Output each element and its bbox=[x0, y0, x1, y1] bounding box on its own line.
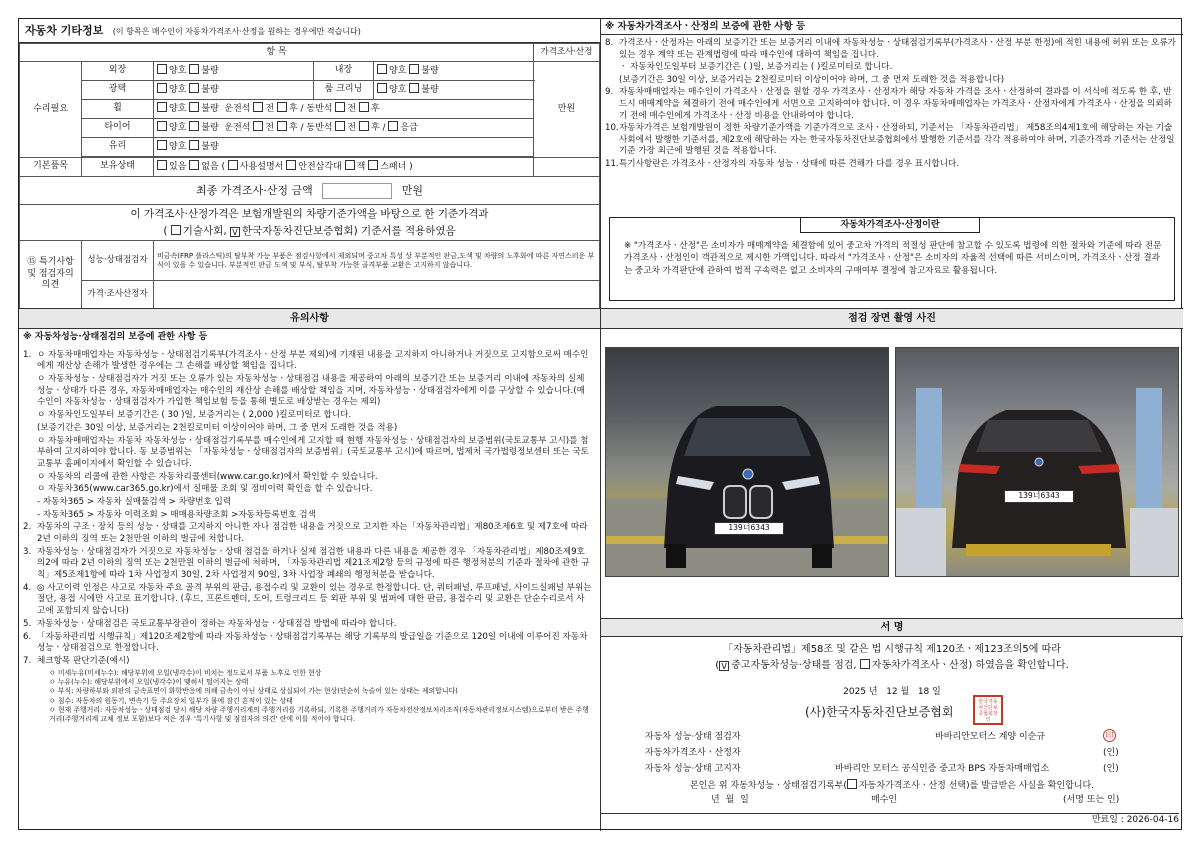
row-tire-label: 타이어 bbox=[82, 119, 154, 138]
list-item-number: 5. bbox=[23, 618, 32, 629]
checkbox-technical[interactable] bbox=[171, 225, 181, 235]
list-item bbox=[37, 423, 592, 435]
list-item bbox=[37, 436, 592, 471]
list-item-text: 자동차의 구조ㆍ장치 등의 성능ㆍ상태를 고지하지 아니한 자나 점검한 내용을 거짓으로 고지한 자는「자동차관리법」제80조제6호 및 제7호에 따라 2년 이하의 징역 또는 2천만원 이하의 벌금에 처합니다. bbox=[37, 522, 588, 544]
notice-subtitle: ※ 자동차성능·상태점검의 보증에 관한 사항 등 bbox=[23, 332, 208, 342]
list-item bbox=[605, 87, 1177, 122]
checkbox[interactable] bbox=[157, 64, 167, 74]
list-item-text: 「자동차관리법 시행규칙」제120조제2항에 따라 자동차성능ㆍ상태점검기록부는 해당 기록부의 발급일을 기준으로 120일 이내에 이루어진 자동차 성능ㆍ상태점검으로 한정합니다. bbox=[37, 631, 588, 654]
signer-row-inspector: 자동차 성능·상태 점검자 바바리안모터스 계양 이순규 印 bbox=[645, 729, 1165, 745]
signature-title: 서 명 bbox=[601, 619, 1183, 637]
buyer-sign-field[interactable]: (서명 또는 인) bbox=[1063, 795, 1120, 805]
checkbox-price[interactable] bbox=[860, 659, 870, 669]
list-item bbox=[37, 484, 592, 496]
list-item-text: ㅇ 자동차인도일부터 보증기간은 ( 30 )일, 보증거리는 ( 2,000 )킬로미터로 합니다. bbox=[37, 410, 352, 421]
checkbox[interactable] bbox=[228, 160, 238, 170]
misc-table bbox=[19, 43, 600, 309]
owned-options[interactable]: 있음 없음 ( 사용설명서 안전삼각대 잭 스패너 ) bbox=[154, 158, 534, 177]
inspector-label: 성능·상태점검자 bbox=[82, 241, 154, 281]
checkbox[interactable] bbox=[377, 83, 387, 93]
criteria-item: ㅇ 부식: 차량하부와 외판의 금속표면이 화학반응에 의해 금속이 아닌 상태로 상실되어 가는 현상(단순히 녹슬어 있는 상태는 제외합니다) bbox=[49, 687, 458, 696]
price-unit-cell: 만원 bbox=[534, 62, 600, 158]
list-item-number: 3. bbox=[23, 546, 32, 557]
list-item-text: 자동차가격은 보험개발원이 정한 차량기준가액을 기준가격으로 조사ㆍ산정하되, 기준서는 「자동차관리법」 제58조의4제1호에 해당하는 자는 기술사회에서 발행한 기준서를, 제2호에 해당하는 자는 한국자동차진단보증협회에서 발행한 기준서를 각각 적용하여야 하며, 기준가격과 기준서는 산정일 기준 가장 최근에 발행된 것을 적용합니다. bbox=[619, 123, 1175, 157]
list-item-number: 10. bbox=[605, 123, 619, 134]
row-polish-label: 광택 bbox=[82, 81, 154, 100]
list-item bbox=[23, 582, 592, 618]
price-guarantee-section bbox=[601, 19, 1183, 309]
list-item-text: ㆍ 자동차인도일부터 보증기간은 ( )일, 보증거리는 ( )킬로미터로 합니다. bbox=[619, 62, 893, 73]
list-item bbox=[37, 374, 592, 409]
polish-options[interactable]: 양호 불량 bbox=[154, 81, 314, 100]
list-item-text: ㅇ 자동차매매업자는 자동차 자동차성능ㆍ상태점검기록부를 매수인에게 고지할 때 현행 자동차성능ㆍ상태점검자의 보증범위(국토교통부 고시)를 첨부하여 고지하여야 합니다. 동 보증범위는 「자동차성능ㆍ상태점검자의 보증범위」(국토교통부 고시)에 따르며, 법제처 국가법령정보센터 또는 국토교통부 홈페이지에서 확인할 수 있습니다. bbox=[37, 435, 589, 469]
list-item-number: 4. bbox=[23, 582, 32, 593]
photos-section bbox=[601, 309, 1183, 619]
row-interior-label: 내장 bbox=[314, 62, 374, 81]
list-item-number: 2. bbox=[23, 522, 32, 533]
misc-info-section bbox=[19, 19, 601, 309]
price-definition-title: 자동차가격조사·산정이란 bbox=[800, 217, 980, 233]
list-item-text: ㅇ 자동차의 리콜에 관한 사항은 자동차리콜센터(www.car.go.kr)에서 확인할 수 있습니다. bbox=[37, 471, 378, 482]
list-item-number: 11. bbox=[605, 158, 619, 169]
list-item-text: ㅇ 자동차365(www.car365.go.kr)에서 실매물 조회 및 정비이력 확인을 할 수 있습니다. bbox=[37, 484, 373, 495]
front-photo bbox=[605, 347, 889, 577]
list-item bbox=[605, 38, 1177, 61]
list-item-text: ㅇ 자동차매매업자는 자동차성능ㆍ상태점검기록부(가격조사ㆍ산정 부분 제외)에 기재된 내용을 고지하지 아니하거나 거짓으로 고지함으로써 매수인에게 재산상 손해가 발생한 경우에는 그 손해를 배상할 책임을 집니다. bbox=[37, 349, 589, 372]
signer-row-notifier: 자동차 성능·상태 고지자 바바리안 모터스 공식인증 중고차 BPS 자동차매매업소 (인) bbox=[645, 764, 1119, 774]
checkbox[interactable] bbox=[359, 121, 369, 131]
checkbox-receipt-price[interactable] bbox=[847, 779, 857, 789]
checkbox[interactable] bbox=[157, 83, 167, 93]
list-item-text: 자동차성능ㆍ상태점검자가 거짓으로 자동차성능ㆍ상태 점검을 하거나 실제 점검한 내용과 다른 내용을 제공한 경우 「자동차관리법」제80조제9호의2에 따라 2년 이하의 징역 또는 2천만원 이하의 벌금에 처하며, 「자동차관리법 제21조제2항 등의 규정에 따른 행정처분의 기준과 절차에 관한 규칙」제5조제1항에 따라 1차 사업정지 30일, 2차 사업정지 90일, 3차 사업장 폐쇄의 행정처분을 받습니다. bbox=[37, 546, 590, 581]
checkbox[interactable] bbox=[286, 160, 296, 170]
checkbox[interactable] bbox=[189, 121, 199, 131]
criteria-list bbox=[19, 669, 600, 725]
checkbox[interactable] bbox=[388, 121, 398, 131]
price-definition-text: ※ "가격조사ㆍ산정"은 소비자가 매매계약을 체결함에 있어 중고차 가격의 적절성 판단에 참고할 수 있도록 법령에 의한 절차와 기준에 따라 전문 가격조사ㆍ산정인이 객관적으로 제시한 가액입니다. 따라서 "가격조사ㆍ산정"은 소비자의 자율적 선택에 따른 서비스이며, 가격조사ㆍ산정 결과는 중고차 가격판단에 관하여 법적 구속력은 없고 소비자의 구매여부 결정에 참고자료로 활용됩니다. bbox=[624, 241, 1162, 276]
receipt-line: 본인은 위 자동차성능ㆍ상태점검기록부( 자동차가격조사ㆍ산정 선택)를 발급받은 사실을 확인합니다. bbox=[689, 781, 1095, 791]
tire-options[interactable]: 양호 불량 운전석 전 후 / 동반석 전 후 / 응급 bbox=[154, 119, 534, 138]
expiry-date: 만료일 : 2026-04-16 bbox=[601, 813, 1179, 827]
checkbox[interactable] bbox=[157, 160, 167, 170]
notice-section bbox=[19, 309, 601, 831]
final-price-row: 최종 가격조사·산정 금액 만원 bbox=[20, 177, 600, 205]
checkbox[interactable] bbox=[157, 102, 167, 112]
criteria-item: ㅇ 미세누유(미세누수): 해당부위에 오일(냉각수)이 비치는 정도로서 부품 노후로 인한 현상 bbox=[49, 668, 322, 677]
special-notes-label: ⑮ 특기사항 및 점검자의 의견 bbox=[20, 241, 82, 309]
list-item-text: ㅇ 자동차성능ㆍ상태점검자가 거짓 또는 오류가 있는 자동차성능ㆍ상태점검 내용을 제공하여 아래의 보증기간 또는 보증거리 이내에 자동차의 실제 성능ㆍ상태가 다른 경우, 자동차매매업자는 매수인의 재산상 손해를 배상할 책임을 지며, 자동차성능ㆍ상태점검자에게 이를 구상할 수 있습니다.(매수인이 자동차성능ㆍ상태점검자가 가입한 책임보험 등을 통해 별도로 배상받는 경우는 제외) bbox=[37, 374, 585, 408]
misc-title: 자동차 기타정보 bbox=[25, 24, 104, 37]
row-exterior-label: 외장 bbox=[82, 62, 154, 81]
col-item-header: 항 목 bbox=[20, 44, 534, 62]
signature-section bbox=[601, 619, 1183, 831]
list-item-number: 9. bbox=[605, 87, 614, 98]
list-item-number: 6. bbox=[23, 631, 32, 642]
inspector-stamp-icon: 印 bbox=[1103, 729, 1116, 742]
list-item-text: 특기사항란은 가격조사ㆍ산정자의 자동차 성능ㆍ상태에 따른 견해가 다를 경우 표시합니다. bbox=[619, 158, 960, 169]
signer-row-price: 자동차가격조사ㆍ산정자 (인) bbox=[645, 748, 1119, 758]
list-item-number: 8. bbox=[605, 38, 614, 48]
rear-license-plate: 139너6343 bbox=[1004, 490, 1074, 503]
checkbox[interactable] bbox=[409, 64, 419, 74]
misc-info-header bbox=[19, 19, 600, 43]
checkbox[interactable] bbox=[189, 64, 199, 74]
checkbox[interactable] bbox=[335, 121, 345, 131]
photos-title: 점검 장면 촬영 사진 bbox=[601, 309, 1183, 329]
row-glass-label: 유리 bbox=[82, 138, 154, 157]
final-price-input[interactable] bbox=[322, 183, 392, 199]
list-item-text: ◎ 사고이력 인정은 사고로 자동차 주요 골격 부위의 판금, 용접수리 및 교환이 있는 경우로 한정합니다. 단, 쿼터패널, 루프패널, 사이드실패널 부위는 절단, 용접 시에만 사고로 표기합니다. (후드, 프론트펜더, 도어, 트렁크리드 등 외판 부위 및 범퍼에 대한 판금, 용접수리 및 교환은 단순수리로서 사고에 포함되지 않습니다) bbox=[37, 582, 592, 617]
checkbox[interactable] bbox=[157, 121, 167, 131]
front-car-image bbox=[606, 348, 889, 577]
signature-law-line: 「자동차관리법」제58조 및 같은 법 시행규칙 제120조ㆍ제123조의5에 따라 bbox=[723, 644, 1061, 655]
row-wheel-label: 휠 bbox=[82, 100, 154, 119]
list-item bbox=[23, 546, 592, 582]
association-name: (사)한국자동차진단보증협회 bbox=[805, 705, 954, 719]
inspector-opinion: 비금속(FRP 플라스틱)의 탈부착 가능 부품은 점검사항에서 제외되며 중고차 특성 상 부분적인 판금,도색 및 차량의 노후화에 따른 자연스러운 부식이 있을 수 있습니다. 부분적인 판금 도색 및 부식, 탈부착 가능한 골격부품 교환은 고지하지 않습니다. bbox=[154, 241, 600, 281]
list-item-text: 자동차성능ㆍ상태점검은 국토교통부장관이 정하는 자동차성능ㆍ상태점검 방법에 따라야 합니다. bbox=[37, 618, 397, 629]
list-item bbox=[619, 75, 1177, 87]
criteria-item: ㅇ 현재 주행거리: 자동차성능ㆍ상태점검 당시 해당 차량 주행거리계의 주행거리를 기록하되, 기록한 주행거리가 자동차전산정보처리조직(자동차관리정보시스템)으로부터 받은 주행거리(주행거리계 교체 정보 포함)보다 적은 경우 '특기사항 및 점검자의 의견' 란에 이를 적어야 합니다. bbox=[49, 705, 589, 724]
signer-list bbox=[645, 729, 1165, 777]
checkbox[interactable] bbox=[189, 160, 199, 170]
row-room-clean-label: 룸 크리닝 bbox=[314, 81, 374, 100]
list-item-text: (보증기간은 30일 이상, 보증거리는 2천킬로미터 이상이어야 하며, 그 중 먼저 도래한 것을 적용합니다) bbox=[619, 74, 1005, 85]
notice-title: 유의사항 bbox=[19, 309, 600, 329]
exterior-options[interactable]: 양호 불량 bbox=[154, 62, 314, 81]
list-item bbox=[23, 522, 592, 545]
list-item bbox=[605, 158, 1177, 171]
notice-list bbox=[19, 347, 600, 668]
group-basic-label: 기본품목 bbox=[20, 158, 82, 177]
signature-confirm-line: ( V 중고자동차성능·상태를 점검, 자동차가격조사ㆍ산정) 하였음을 확인합니다. bbox=[715, 660, 1069, 671]
checkbox-performance[interactable]: V bbox=[719, 661, 729, 671]
col-price-header: 가격조사·산정 bbox=[534, 44, 600, 62]
price-inspector-opinion[interactable] bbox=[154, 281, 600, 309]
checkbox[interactable] bbox=[253, 121, 263, 131]
list-item bbox=[37, 410, 592, 422]
rear-car-image bbox=[896, 348, 1179, 577]
list-item bbox=[37, 510, 592, 522]
list-item-text: 체크항목 판단기준(예시) bbox=[37, 655, 130, 666]
guarantee-list bbox=[601, 35, 1183, 171]
list-item-number: 7. bbox=[23, 655, 32, 666]
checkbox[interactable] bbox=[335, 102, 345, 112]
inspection-record-page bbox=[18, 18, 1182, 830]
checkbox[interactable] bbox=[368, 160, 378, 170]
list-item bbox=[37, 497, 592, 509]
checkbox[interactable] bbox=[277, 121, 287, 131]
checkbox[interactable] bbox=[189, 140, 199, 150]
room-clean-options[interactable]: 양호 불량 bbox=[374, 81, 534, 100]
wheel-options[interactable]: 양호 불량 운전석 전 후 / 동반석 전 후 bbox=[154, 100, 534, 119]
price-inspector-label: 가격·조사산정자 bbox=[82, 281, 154, 309]
checkbox[interactable] bbox=[277, 102, 287, 112]
list-item bbox=[23, 618, 592, 631]
list-item-text: - 자동차365 > 자동차 이력조회 > 매매용차량조회 >자동차등록번호 검색 bbox=[37, 509, 316, 520]
checkbox[interactable] bbox=[253, 102, 263, 112]
checkbox[interactable] bbox=[189, 83, 199, 93]
list-item bbox=[37, 472, 592, 484]
price-definition-box bbox=[609, 217, 1175, 301]
checkbox[interactable] bbox=[409, 83, 419, 93]
checkbox[interactable] bbox=[189, 102, 199, 112]
basis-row: 이 가격조사·산정가격은 보험개발원의 차량기준가액을 바탕으로 한 기준가격과 ( 기술사회, V 한국자동차진단보증협회) 기준서를 적용하였음 bbox=[20, 205, 600, 241]
list-item bbox=[23, 631, 592, 655]
checkbox[interactable] bbox=[345, 160, 355, 170]
buyer-label: 매수인 bbox=[871, 795, 898, 805]
front-license-plate: 139너6343 bbox=[714, 522, 784, 535]
list-item bbox=[23, 349, 592, 373]
checkbox[interactable] bbox=[157, 140, 167, 150]
list-item bbox=[23, 655, 592, 668]
rear-photo bbox=[895, 347, 1179, 577]
list-item-text: (보증기간은 30일 이상, 보증거리는 2천킬로미터 이상이어야 하며, 그 중 먼저 도래한 것을 적용) bbox=[37, 422, 398, 433]
list-item-text: 가격조사ㆍ산정자는 아래의 보증기간 또는 보증거리 이내에 자동차성능ㆍ상태점검기록부(가격조사ㆍ산정 부분 한정)에 적힌 내용에 허위 또는 오류가 있는 경우 계약 또는 관계법령에 따라 매수인에 대하여 책임을 집니다. bbox=[619, 38, 1176, 60]
criteria-item: ㅇ 누유(누수): 해당부위에서 오일(냉각수)이 맺혀서 떨어지는 상태 bbox=[49, 677, 249, 686]
glass-options[interactable]: 양호 불량 bbox=[154, 138, 534, 157]
checkbox[interactable] bbox=[359, 102, 369, 112]
group-repair-label: 수리필요 bbox=[20, 62, 82, 158]
interior-options[interactable]: 양호 불량 bbox=[374, 62, 534, 81]
buyer-date: 년 월 일 bbox=[711, 795, 749, 805]
checkbox[interactable] bbox=[377, 64, 387, 74]
criteria-item: ㅇ 침수: 자동차의 원동기, 변속기 등 주요장치 일부가 물에 잠긴 흔적이 있는 상태 bbox=[49, 696, 293, 705]
checkbox-association[interactable]: V bbox=[230, 227, 240, 237]
list-item bbox=[619, 62, 1177, 74]
association-seal: 한국자동차진단보증협회장인 bbox=[973, 695, 1003, 725]
list-item-text: - 자동차365 > 자동차 실매물검색 > 차량번호 입력 bbox=[37, 496, 232, 507]
misc-title-note: (이 항목은 매수인이 자동차가격조사·산정을 원하는 경우에만 적습니다) bbox=[112, 27, 361, 36]
row-owned-label: 보유상태 bbox=[82, 158, 154, 177]
signature-date: 2025 년 12 월 18 일 bbox=[843, 687, 941, 697]
list-item-text: 자동차매매업자는 매수인이 가격조사ㆍ산정을 원할 경우 가격조사ㆍ산정자가 해당 자동차 가격을 조사ㆍ산정하여 결과를 이 서식에 적도록 한 후, 반드시 매매계약을 체결하기 전에 매수인에게 서면으로 고지하여야 합니다. 이 경우 자동차매매업자는 가격조사ㆍ산정자에게 가격조사ㆍ산정을 의뢰하기 전에 매수인에게 가격조사ㆍ산정 비용을 안내하여야 합니다. bbox=[619, 87, 1172, 121]
list-item-number: 1. bbox=[23, 349, 32, 360]
guarantee-title: ※ 자동차가격조사ㆍ산정의 보증에 관한 사항 등 bbox=[601, 19, 1183, 35]
list-item bbox=[605, 123, 1177, 158]
